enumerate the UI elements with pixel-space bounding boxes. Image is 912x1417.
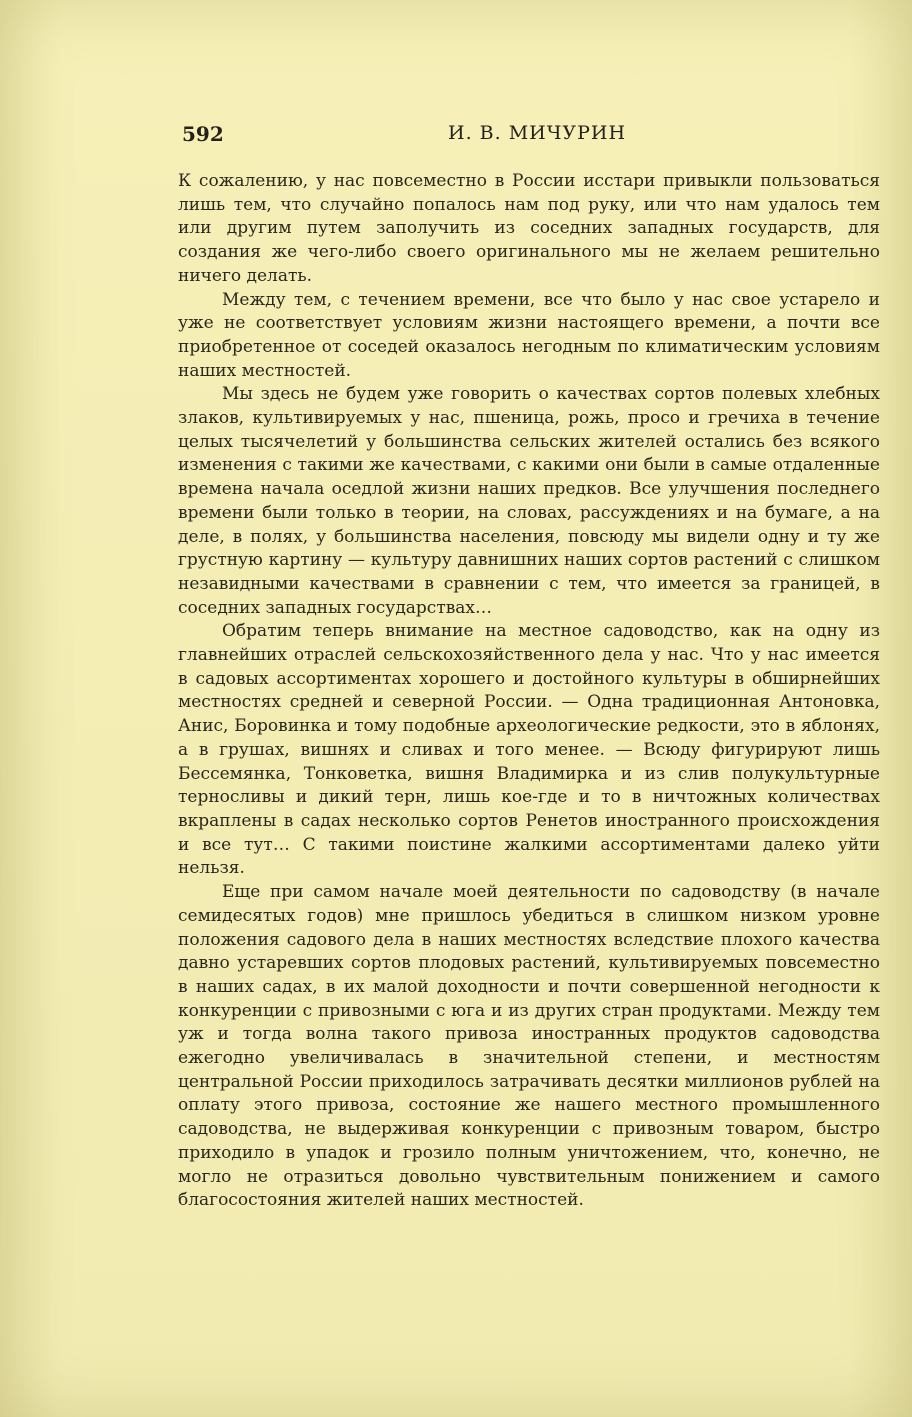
page-header	[182, 122, 882, 148]
paragraph-4: Обратим теперь внимание на местное садоводство, как на одну из главнейших отраслей сельскохозяйственного дела у нас. Что у нас имеется в садовых ассортиментах хорошего и достойного культуры в обширнейших местностях средней и северной России. — Одна традиционная Антоновка, Анис, Боровинка и тому подобные археологические редкости, это в яблонях, а в грушах, вишнях и сливах и того менее. — Всюду фигурируют лишь Бессемянка, Тонковетка, вишня Владимирка и из слив полукультурные терносливы и дикий терн, лишь кое-где и то в ничтожных количествах вкраплены в садах несколько сортов Ренетов иностранного происхождения и все тут… С такими поистине жалкими ассортиментами далеко уйти нельзя.	[178, 621, 880, 879]
running-head: И. В. МИЧУРИН	[448, 122, 627, 144]
body-text	[178, 170, 880, 1213]
page-number: 592	[182, 122, 224, 146]
paragraph-3: Мы здесь не будем уже говорить о качествах сортов полевых хлебных злаков, культивируемых у нас, пшеница, рожь, просо и гречиха в течение целых тысячелетий у большинства сельских жителей остались без всякого изменения с такими же качествами, с какими они были в самые отдаленные времена начала оседлой жизни наших предков. Все улучшения последнего времени были только в теории, на словах, рассуждениях и на бумаге, а на деле, в полях, у большинства населения, повсюду мы видели одну и ту же грустную картину — культуру давнишних наших сортов растений с слишком незавидными качествами в сравнении с тем, что имеется за границей, в соседних западных государствах…	[178, 384, 880, 618]
paragraph-1: К сожалению, у нас повсеместно в России исстари привыкли пользоваться лишь тем, что случайно попалось нам под руку, или что нам удалось тем или другим путем заполучить из соседних западных государств, для создания же чего-либо своего оригинального мы не желаем решительно ничего делать.	[178, 171, 880, 286]
paragraph-2: Между тем, с течением времени, все что было у нас свое устарело и уже не соответствует условиям жизни настоящего времени, а почти все приобретенное от соседей оказалось негодным по климатическим условиям наших местностей.	[178, 289, 880, 381]
paragraph-5: Еще при самом начале моей деятельности по садоводству (в начале семидесятых годов) мне пришлось убедиться в слишком низком уровне положения садового дела в наших местностях вследствие плохого качества давно устаревших сортов плодовых растений, культивируемых повсеместно в наших садах, в их малой доходности и почти совершенной негодности к конкуренции с привозными с юга и из других стран продуктами. Между тем уж и тогда волна такого привоза иностранных продуктов садоводства ежегодно увеличивалась в значительной степени, и местностям центральной России приходилось затрачивать десятки миллионов рублей на оплату этого привоза, состояние же нашего местного промышленного садоводства, не выдерживая конкуренции с привозным товаром, быстро приходило в упадок и грозило полным уничтожением, что, конечно, не могло не отразиться довольно чувствительным понижением и самого благосостояния жителей наших местностей.	[178, 882, 880, 1211]
